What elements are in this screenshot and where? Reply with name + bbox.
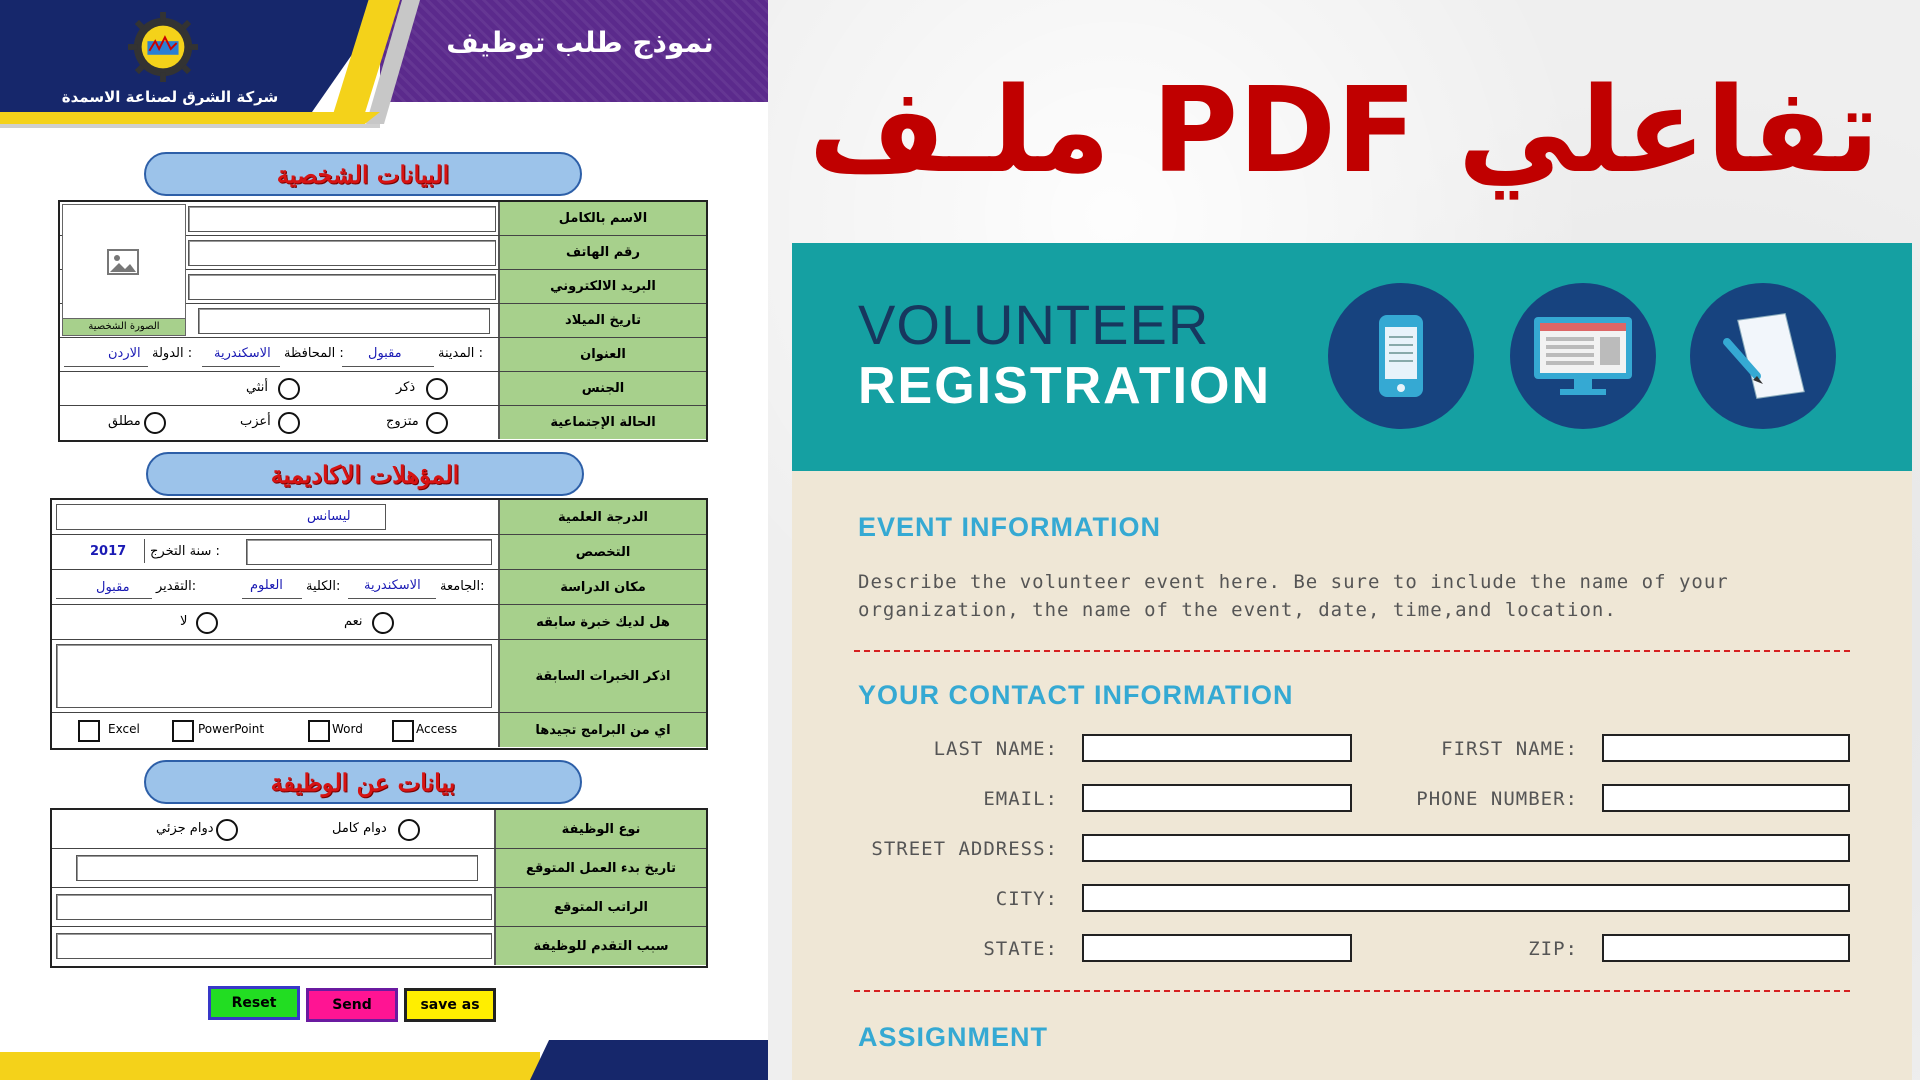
no-label: لا — [180, 614, 188, 629]
row-programs — [52, 713, 706, 747]
excel-label: Excel — [108, 722, 140, 736]
reason-input[interactable] — [56, 933, 492, 959]
full-time-label: دوام كامل — [332, 821, 387, 836]
country-value: الاردن — [108, 346, 141, 361]
email-input[interactable] — [1082, 784, 1352, 812]
label-address: العنوان — [498, 338, 706, 371]
label-reason: سبب التقدم للوظيفة — [494, 927, 706, 965]
single-label: أعزب — [240, 414, 271, 429]
document-pencil-icon — [1690, 283, 1836, 429]
section-job-data — [144, 760, 582, 804]
faculty-label: الكلية: — [306, 579, 341, 594]
row-mention-exp — [52, 640, 706, 713]
row-reason — [52, 927, 706, 965]
label-job-type: نوع الوظيفة — [494, 810, 706, 848]
footer-navy-bar — [530, 1040, 768, 1080]
image-placeholder-icon — [107, 249, 139, 275]
grade-label: التقدير: — [156, 579, 197, 594]
experience-textarea[interactable] — [56, 644, 492, 708]
male-radio[interactable] — [426, 378, 448, 400]
label-salary: الراتب المتوقع — [494, 888, 706, 926]
salary-input[interactable] — [56, 894, 492, 920]
birth-date-input[interactable] — [198, 308, 490, 334]
divider-1 — [854, 650, 1850, 652]
grade-value: مقبول — [96, 580, 130, 595]
zip-input[interactable] — [1602, 934, 1850, 962]
married-radio[interactable] — [426, 412, 448, 434]
reset-button[interactable]: Reset — [208, 986, 300, 1020]
label-phone: رقم الهاتف — [498, 236, 706, 269]
powerpoint-checkbox[interactable] — [172, 720, 194, 742]
mobile-icon — [1328, 283, 1474, 429]
city-input[interactable] — [1082, 884, 1850, 912]
phone-label: PHONE NUMBER: — [1416, 788, 1578, 810]
word-checkbox[interactable] — [308, 720, 330, 742]
photo-label: الصورة الشخصية — [63, 318, 185, 335]
phone-input[interactable] — [1602, 784, 1850, 812]
first-name-input[interactable] — [1602, 734, 1850, 762]
header-yellow-bar — [0, 112, 380, 124]
university-value: الاسكندرية — [364, 578, 421, 593]
zip-label: ZIP: — [1528, 938, 1578, 960]
job-application-form — [0, 0, 768, 1080]
label-email: البريد الالكتروني — [498, 270, 706, 303]
academic-table — [50, 498, 708, 750]
label-marital: الحالة الإجتماعية — [498, 406, 706, 439]
grad-year-label: سنة التخرج : — [150, 544, 220, 559]
label-start-date: تاريخ بدء العمل المتوقع — [494, 849, 706, 887]
label-mention-exp: اذكر الخبرات السابقة — [498, 640, 706, 712]
label-programs: اي من البرامج تجيدها — [498, 713, 706, 747]
first-name-label: FIRST NAME: — [1441, 738, 1578, 760]
female-radio[interactable] — [278, 378, 300, 400]
country-field[interactable] — [64, 342, 148, 367]
state-label: STATE: — [983, 938, 1058, 960]
label-prev-exp: هل لديك خبرة سابقه — [498, 605, 706, 639]
row-start-date — [52, 849, 706, 888]
grade-field[interactable] — [56, 574, 152, 599]
yes-radio[interactable] — [372, 612, 394, 634]
governorate-field[interactable] — [202, 342, 280, 367]
last-name-input[interactable] — [1082, 734, 1352, 762]
event-description: Describe the volunteer event here. Be sure to include the name of your organization, the name of the event, date, time,and location. — [858, 571, 1729, 621]
company-logo — [124, 12, 202, 82]
city-label: المدينة : — [438, 346, 483, 361]
footer-yellow-bar — [0, 1052, 540, 1080]
yes-label: نعم — [344, 614, 363, 629]
row-address — [60, 338, 706, 372]
grad-year-field[interactable] — [56, 539, 145, 563]
city-field[interactable] — [342, 342, 434, 367]
assignment-heading: ASSIGNMENT — [858, 1022, 1049, 1052]
email-input[interactable] — [188, 274, 496, 300]
governorate-value: الاسكندرية — [214, 346, 271, 361]
label-birth-date: تاريخ الميلاد — [498, 304, 706, 337]
last-name-label: LAST NAME: — [933, 738, 1058, 760]
faculty-field[interactable] — [242, 574, 302, 599]
row-marital — [60, 406, 706, 439]
street-label: STREET ADDRESS: — [871, 838, 1058, 860]
access-checkbox[interactable] — [392, 720, 414, 742]
section-academic — [146, 452, 584, 496]
no-radio[interactable] — [196, 612, 218, 634]
row-degree — [52, 500, 706, 535]
event-info-heading: EVENT INFORMATION — [858, 512, 1161, 542]
degree-field[interactable] — [56, 504, 386, 530]
divorced-label: مطلق — [108, 414, 141, 429]
married-label: متزوج — [386, 414, 419, 429]
section-job-title: بيانات عن الوظيفة — [270, 767, 456, 797]
section-personal-data — [144, 152, 582, 196]
send-button[interactable]: Send — [306, 988, 398, 1022]
job-table — [50, 808, 708, 968]
interactive-pdf-title: ملـف PDF تفاعلي — [808, 61, 1880, 199]
banner-registration: REGISTRATION — [858, 357, 1272, 415]
part-time-label: دوام جزئي — [156, 821, 214, 836]
label-full-name: الاسم بالكامل — [498, 202, 706, 235]
banner-volunteer: VOLUNTEER — [858, 293, 1210, 356]
grad-year-value: 2017 — [90, 544, 127, 559]
phone-input[interactable] — [188, 240, 496, 266]
word-label: Word — [332, 722, 363, 736]
contact-info-heading: YOUR CONTACT INFORMATION — [858, 680, 1294, 710]
divorced-radio[interactable] — [144, 412, 166, 434]
label-degree: الدرجة العلمية — [498, 500, 706, 534]
state-input[interactable] — [1082, 934, 1352, 962]
male-label: ذكر — [396, 380, 416, 395]
university-field[interactable] — [348, 574, 436, 599]
company-name: شركة الشرق لصناعة الاسمدة — [61, 88, 279, 106]
start-date-input[interactable] — [76, 855, 478, 881]
row-salary — [52, 888, 706, 927]
label-major: التخصص — [498, 535, 706, 569]
row-major — [52, 535, 706, 570]
full-name-input[interactable] — [188, 206, 496, 232]
header-grey-line — [0, 124, 380, 128]
form-title: نموذج طلب توظيف — [446, 26, 714, 59]
faculty-value: العلوم — [250, 578, 283, 593]
country-label: الدولة : — [152, 346, 193, 361]
excel-checkbox[interactable] — [78, 720, 100, 742]
access-label: Access — [416, 722, 458, 736]
street-input[interactable] — [1082, 834, 1850, 862]
governorate-label: المحافظة : — [284, 346, 344, 361]
major-input[interactable] — [246, 539, 492, 565]
volunteer-form-body — [792, 471, 1912, 1080]
label-gender: الجنس — [498, 372, 706, 405]
city-label-right: CITY: — [995, 888, 1058, 910]
city-value: مقبول — [368, 346, 402, 361]
divider-2 — [854, 990, 1850, 992]
row-study-place — [52, 570, 706, 605]
row-job-type — [52, 810, 706, 849]
female-label: أنثي — [246, 380, 268, 395]
row-gender — [60, 372, 706, 406]
single-radio[interactable] — [278, 412, 300, 434]
label-study-place: مكان الدراسة — [498, 570, 706, 604]
university-label: الجامعة: — [440, 579, 485, 594]
part-time-radio[interactable] — [216, 819, 238, 841]
powerpoint-label: PowerPoint — [198, 722, 265, 736]
photo-upload[interactable] — [62, 204, 186, 336]
monitor-icon — [1510, 283, 1656, 429]
section-academic-title: المؤهلات الاكاديمية — [270, 459, 460, 489]
email-label: EMAIL: — [983, 788, 1058, 810]
degree-value: ليسانس — [307, 509, 351, 524]
save-as-button[interactable]: save as — [404, 988, 496, 1022]
section-personal-title: البيانات الشخصية — [276, 159, 450, 189]
row-prev-exp — [52, 605, 706, 640]
full-time-radio[interactable] — [398, 819, 420, 841]
